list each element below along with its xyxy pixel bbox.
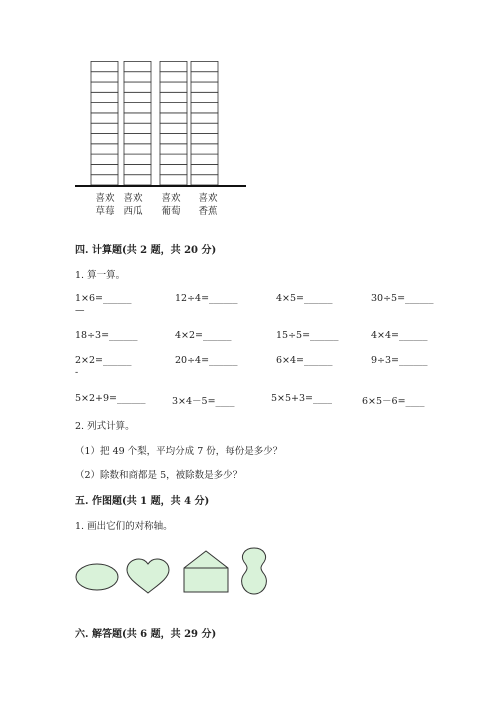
calc-item: 5×5+3=____	[271, 393, 333, 404]
heart-shape	[127, 559, 169, 593]
calc-item: 6×5－6=____	[362, 396, 425, 407]
calc-item: 12÷4=______	[175, 293, 238, 304]
figure-eight-shape	[242, 548, 267, 594]
calc-wrap: -	[75, 367, 79, 378]
section-4-title: 四. 计算题(共 2 题，共 20 分)	[75, 245, 217, 256]
question-1-label: 1. 算一算。	[75, 270, 126, 281]
chart-label-1: 喜欢 草莓	[95, 193, 115, 217]
calc-item: 4×5=______	[276, 293, 333, 304]
calc-item: 1×6=______	[75, 293, 132, 304]
calc-item: 4×2=______	[175, 330, 232, 341]
house-shape	[184, 551, 228, 592]
calc-item: 3×4－5=____	[172, 396, 235, 407]
question-2-label: 2. 列式计算。	[75, 421, 135, 432]
calc-item: 15÷5=______	[276, 330, 339, 341]
question-2b: （2）除数和商都是 5，被除数是多少？	[75, 470, 243, 481]
chart-label-3: 喜欢 葡萄	[161, 193, 181, 217]
calc-item: 4×4=______	[371, 330, 428, 341]
calc-item: 20÷4=______	[175, 355, 238, 366]
section-5-title: 五. 作图题(共 1 题，共 4 分)	[75, 496, 210, 507]
calc-item: 5×2+9=______	[75, 393, 146, 404]
calc-item: 6×4=______	[276, 355, 333, 366]
chart-label-2: 喜欢 西瓜	[123, 193, 143, 217]
calc-wrap: —	[75, 305, 85, 316]
question-2a: （1）把 49 个梨，平均分成 7 份，每份是多少？	[75, 446, 283, 457]
calc-item: 2×2=______	[75, 355, 132, 366]
ellipse-shape	[76, 564, 118, 590]
section-6-title: 六. 解答题(共 6 题，共 29 分)	[75, 629, 217, 640]
calc-item: 9÷3=______	[371, 355, 428, 366]
chart-label-4: 喜欢 香蕉	[198, 193, 218, 217]
drawing-question-1: 1. 画出它们的对称轴。	[75, 521, 173, 532]
calc-item: 18÷3=______	[75, 330, 138, 341]
calc-item: 30÷5=______	[371, 293, 434, 304]
